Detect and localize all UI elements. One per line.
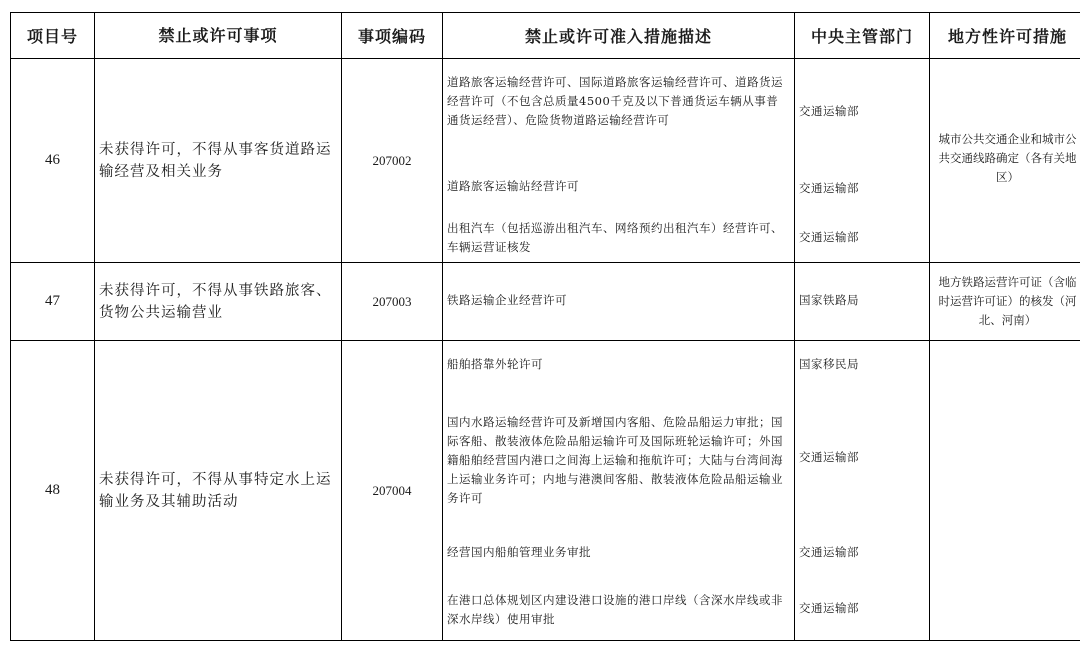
permit-table (10, 12, 1080, 641)
item-number: 46 (11, 59, 95, 263)
department-cell (795, 341, 930, 641)
table-row (11, 263, 1080, 341)
measures-cell (443, 341, 795, 641)
department-text: 交通运输部 (799, 545, 859, 559)
header-local-measure: 地方性许可措施 (930, 13, 1080, 59)
department-text: 交通运输部 (799, 450, 859, 464)
department-text: 国家移民局 (799, 357, 859, 371)
header-item-code: 事项编码 (342, 13, 443, 59)
item-code: 207004 (342, 341, 443, 641)
measures-cell (443, 59, 795, 263)
department-text: 国家铁路局 (799, 293, 859, 307)
header-item: 禁止或许可事项 (95, 13, 342, 59)
measures-cell (443, 263, 795, 341)
department-text: 交通运输部 (799, 601, 859, 615)
item-description: 未获得许可，不得从事铁路旅客、货物公共运输营业 (95, 263, 342, 341)
measure-text: 道路旅客运输站经营许可 (447, 179, 579, 193)
header-row (11, 13, 1080, 59)
department-text: 交通运输部 (799, 230, 859, 244)
measure-text: 出租汽车（包括巡游出租汽车、网络预约出租汽车）经营许可、车辆运营证核发 (447, 221, 783, 254)
item-code: 207002 (342, 59, 443, 263)
table-row (11, 341, 1080, 641)
item-code: 207003 (342, 263, 443, 341)
local-measure-cell (930, 59, 1080, 263)
local-measure-text: 地方铁路运营许可证（含临时运营许可证）的核发（河北、河南） (938, 275, 1077, 327)
local-measure-cell (930, 341, 1080, 641)
department-cell (795, 263, 930, 341)
measure-text: 经营国内船舶管理业务审批 (447, 545, 591, 559)
table-row (11, 59, 1080, 263)
measure-text: 铁路运输企业经营许可 (447, 293, 567, 307)
item-description: 未获得许可，不得从事客货道路运输经营及相关业务 (95, 59, 342, 263)
department-text: 交通运输部 (799, 104, 859, 118)
item-number: 48 (11, 341, 95, 641)
header-description: 禁止或许可准入措施描述 (443, 13, 795, 59)
header-department: 中央主管部门 (795, 13, 930, 59)
department-cell (795, 59, 930, 263)
measure-text: 道路旅客运输经营许可、国际道路旅客运输经营许可、道路货运经营许可（不包含总质量4500千克及以下普通货运车辆从事普通货运经营）、危险货物道路运输经营许可 (447, 75, 783, 127)
measure-text: 船舶搭靠外轮许可 (447, 357, 543, 371)
measure-text: 在港口总体规划区内建设港口设施的港口岸线（含深水岸线或非深水岸线）使用审批 (447, 593, 783, 626)
local-measure-cell (930, 263, 1080, 341)
measure-text: 国内水路运输经营许可及新增国内客船、危险品船运力审批；国际客船、散装液体危险品船运输许可及国际班轮运输许可；外国籍船舶经营国内港口之间海上运输和拖航许可；大陆与台湾间海上运输业务许可；内地与港澳间客船、散装液体危险品船运输业务许可 (447, 415, 783, 505)
item-description: 未获得许可，不得从事特定水上运输业务及其辅助活动 (95, 341, 342, 641)
item-number: 47 (11, 263, 95, 341)
department-text: 交通运输部 (799, 181, 859, 195)
header-item-number: 项目号 (11, 13, 95, 59)
local-measure-text: 城市公共交通企业和城市公共交通线路确定（各有关地区） (938, 132, 1077, 184)
